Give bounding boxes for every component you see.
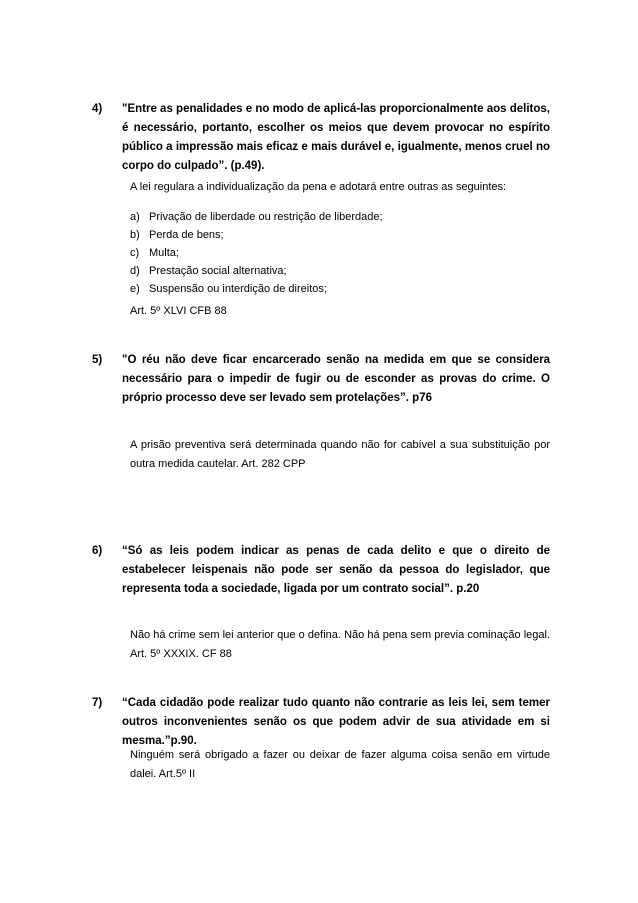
- list-letter: a): [130, 211, 140, 223]
- item-reference: Art. 5º XLVI CFB 88: [130, 305, 227, 317]
- item-answer: Não há crime sem lei anterior que o defina. Não há pena sem previa cominação legal. Art. 5º XXXIX. CF 88: [130, 629, 550, 660]
- list-letter: e): [130, 283, 140, 295]
- list-item: [130, 226, 383, 244]
- list-item: [130, 262, 383, 280]
- item-quote: "Entre as penalidades e no modo de aplicá-las proporcionalmente aos delitos, é necessário, portanto, escolher os meios que devem provocar no espírito público a impressão mais eficaz e mais durável e, igualmente, menos cruel no corpo do culpado”. (p.49).: [122, 103, 550, 172]
- item-7: [92, 694, 550, 747]
- item-answer: Ninguém será obrigado a fazer ou deixar de fazer alguma coisa senão em virtude dalei. Art.5º II: [130, 749, 550, 780]
- list-item: [130, 244, 383, 262]
- list-text: Prestação social alternativa;: [149, 265, 287, 277]
- list-text: Multa;: [149, 247, 179, 259]
- list-letter: c): [130, 247, 140, 259]
- item-quote: “Só as leis podem indicar as penas de cada delito e que o direito de estabelecer leispenais não pode ser senão da pessoa do legislador, que representa toda a sociedade, ligada por um contrato social”. p.20: [122, 545, 550, 595]
- item-number: 4): [92, 103, 103, 115]
- list-item: [130, 280, 383, 298]
- list-letter: d): [130, 265, 140, 277]
- item-number: 5): [92, 354, 103, 366]
- list-text: Privação de liberdade ou restrição de liberdade;: [149, 211, 383, 223]
- item-quote: "O réu não deve ficar encarcerado senão na medida em que se considera necessário para o impedir de fugir ou de esconder as provas do crime. O próprio processo deve ser levado sem protelações”. p76: [122, 354, 550, 404]
- item-quote: “Cada cidadão pode realizar tudo quanto não contrarie as leis lei, sem temer outros inconvenientes senão os que podem advir de sua atividade em si mesma.”p.90.: [122, 697, 550, 747]
- item-number: 6): [92, 545, 103, 557]
- item-5: [92, 351, 550, 408]
- item-number: 7): [92, 697, 103, 709]
- item-4: [92, 100, 550, 175]
- list-text: Suspensão ou interdição de direitos;: [149, 283, 327, 295]
- item-intro: A lei regulara a individualização da pena e adotará entre outras as seguintes:: [130, 181, 507, 193]
- penalty-list: [130, 208, 383, 298]
- item-6: [92, 542, 550, 599]
- list-letter: b): [130, 229, 140, 241]
- list-item: [130, 208, 383, 226]
- list-text: Perda de bens;: [149, 229, 224, 241]
- item-answer: A prisão preventiva será determinada quando não for cabível a sua substituição por outra medida cautelar. Art. 282 CPP: [130, 439, 550, 470]
